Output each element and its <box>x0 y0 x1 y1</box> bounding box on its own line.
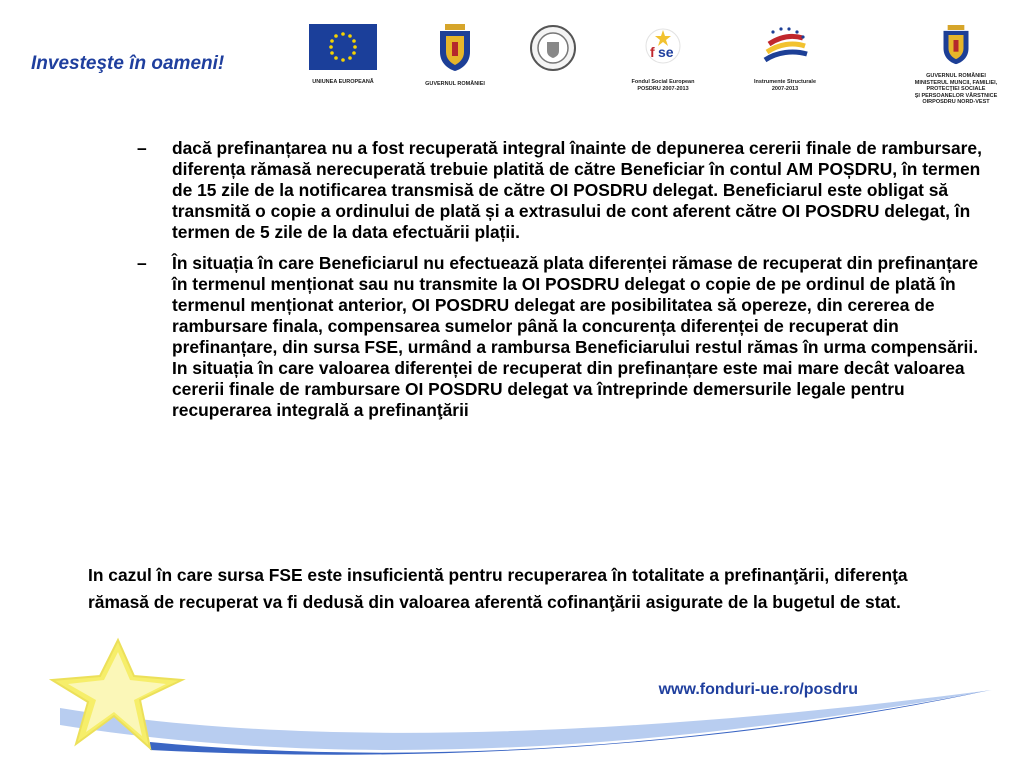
bullet-text: În situația în care Beneficiarul nu efectuează plata diferenței rămase de recuperat din prefinanțare în termenul menționat sau nu transmite la OI POSDRU delegat o copie de pe ordinul de plată în termenul menționat anterior, OI POSDRU delegat are posibilitatea să opereze, din cererea de rambursare finala, compensarea sumelor până la concurența diferenței de recuperat din prefinanțare, din sursa FSE, urmând a rambursa Beneficiarului restul rămas în urma compensării. In situația în care valoarea diferenței de recuperat din prefinanțare este mai mare decât valoarea cererii finale de rambursare OI POSDRU delegat va întreprinde demersurile legale pentru recuperarea integrală a prefinanţării <box>172 253 979 420</box>
logo-caption-ministerul: GUVERNUL ROMÂNIEI MINISTERUL MUNCII, FAMILIEI, PROTECŢIEI SOCIALE ŞI PERSOANELOR VÂRSTNICE OIRPOSDRU NORD-VEST <box>914 73 998 105</box>
bullet-list <box>137 138 985 431</box>
structural-instruments-icon <box>759 24 811 70</box>
bullet-text: dacă prefinanțarea nu a fost recuperată integral înainte de depunerea cererii finale de rambursare, diferența rămasă nerecuperată trebuie platită de către Beneficiar în contul AM POȘDRU, în termen de 15 zile de la notificarea transmisă de către OI POSDRU delegat. Beneficiarul este obligat să transmită o copie a ordinului de plată și a extrasului de cont aferent către OI POSDRU delegat, în termen de 5 zile de la data efectuării plații. <box>172 138 982 242</box>
romania-coat-of-arms-icon <box>437 24 473 72</box>
bullet-item <box>137 138 985 243</box>
partner-logos <box>300 24 1020 124</box>
logo-seal <box>528 24 578 77</box>
tagline: Investeşte în oameni! <box>31 53 225 74</box>
logo-ministerul <box>902 24 1010 106</box>
logo-caption-guvern: GUVERNUL ROMÂNIEI <box>425 81 485 87</box>
svg-text:se: se <box>658 44 674 60</box>
svg-text:f: f <box>650 44 655 60</box>
website-link[interactable]: www.fonduri-ue.ro/posdru <box>658 681 858 698</box>
round-seal-icon <box>529 24 577 72</box>
logo-eu <box>308 24 378 86</box>
ministry-coat-of-arms-icon <box>941 24 971 66</box>
logo-caption-fse: Fondul Social European POSDRU 2007-2013 <box>631 79 695 92</box>
logo-instrumente <box>740 24 830 92</box>
bullet-dash: – <box>137 138 147 158</box>
eu-flag-icon <box>309 24 377 70</box>
logo-fse <box>618 24 708 92</box>
bullet-item <box>137 253 985 421</box>
logo-guvern <box>415 24 495 88</box>
closing-paragraph: In cazul în care sursa FSE este insuficientă pentru recuperarea în totalitate a prefinanţării, diferenţa rămasă de recuperat va fi dedusă din valoarea aferentă cofinanţării asigurate de la bugetul de stat. <box>88 565 908 612</box>
logo-caption-instrumente: Instrumente Structurale 2007-2013 <box>753 79 817 92</box>
logo-caption-eu: UNIUNEA EUROPEANĂ <box>312 79 374 85</box>
fse-logo-icon <box>639 24 687 70</box>
bullet-dash: – <box>137 253 147 273</box>
